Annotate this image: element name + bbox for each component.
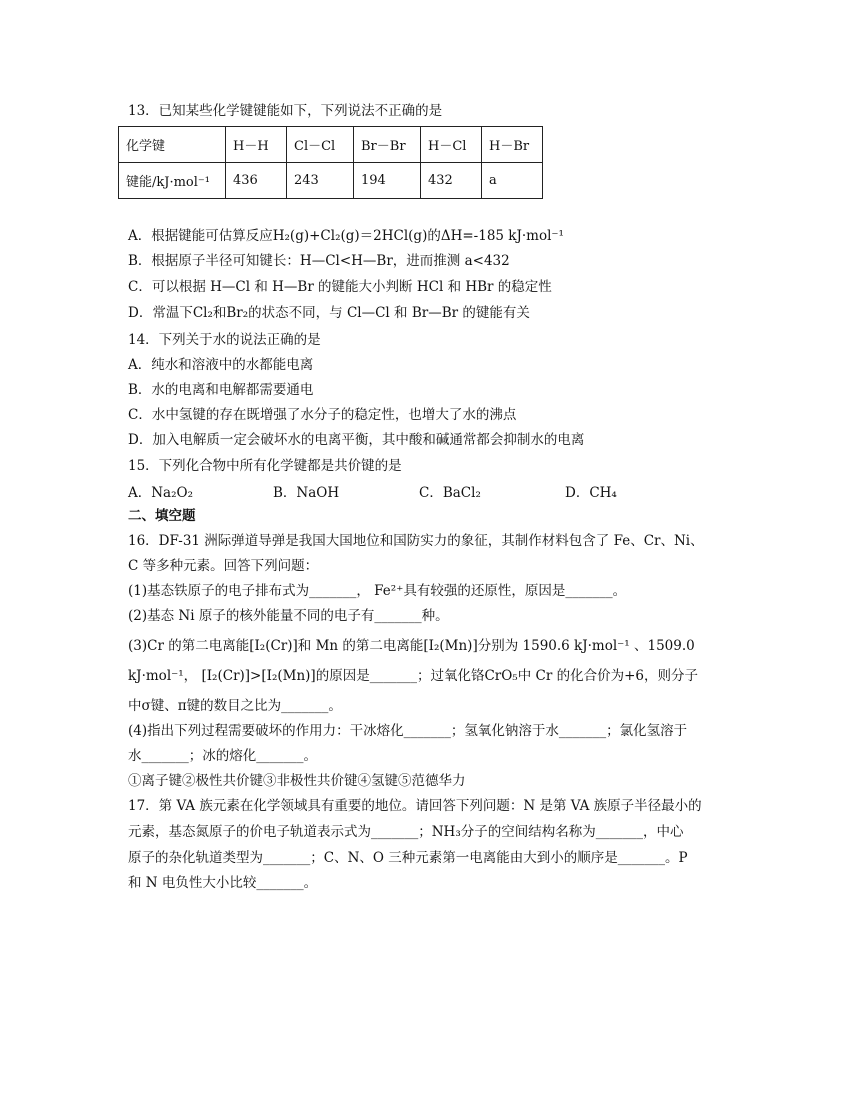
q14-option-c: C．水中氢键的存在既增强了水分子的稳定性，也增大了水的沸点 (128, 407, 517, 423)
q16-line-4: (2)基态 Ni 原子的核外能量不同的电子有_______种。 (128, 608, 449, 624)
bond-energy-table (118, 126, 543, 199)
table-cell: H－H (226, 127, 287, 163)
q16-line-5: (3)Cr 的第二电离能[I₂(Cr)]和 Mn 的第二电离能[I₂(Mn)]分别为 1590.6 kJ·mol⁻¹ 、1509.0 (128, 638, 695, 654)
q13-option-c: C．可以根据 H—Cl 和 H—Br 的键能大小判断 HCl 和 HBr 的稳定性 (128, 279, 552, 295)
q15-option-c: C．BaCl₂ (419, 485, 481, 501)
q16-line-6: kJ·mol⁻¹， [I₂(Cr)]>[I₂(Mn)]的原因是_______；过氧化铬CrO₅中 Cr 的化合价为+6，则分子 (128, 668, 698, 684)
table-cell: 键能/kJ·mol⁻¹ (119, 163, 226, 199)
q14-stem: 14．下列关于水的说法正确的是 (128, 332, 321, 348)
q15-option-d: D．CH₄ (565, 485, 617, 501)
q15-option-a: A．Na₂O₂ (128, 485, 194, 501)
q17-line-1: 17．第 VA 族元素在化学领域具有重要的地位。请回答下列问题：N 是第 VA 族原子半径最小的 (128, 798, 702, 814)
q14-option-a: A．纯水和溶液中的水都能电离 (128, 357, 314, 373)
table-cell: 436 (226, 163, 287, 199)
q16-line-10: ①离子键②极性共价键③非极性共价键④氢键⑤范德华力 (128, 773, 466, 789)
q15-option-b: B．NaOH (273, 485, 340, 501)
q13-option-a: A．根据键能可估算反应H₂(g)+Cl₂(g)＝2HCl(g)的ΔH=-185 kJ·mol⁻¹ (128, 228, 564, 244)
q13-stem: 13．已知某些化学键键能如下，下列说法不正确的是 (128, 103, 443, 119)
q16-line-8: (4)指出下列过程需要破坏的作用力：干冰熔化_______；氢氧化钠溶于水_______；氯化氢溶于 (128, 723, 688, 739)
table-cell: a (482, 163, 543, 199)
table-cell: 化学键 (119, 127, 226, 163)
q17-line-2: 元素，基态氮原子的价电子轨道表示式为_______；NH₃分子的空间结构名称为_______，中心 (128, 824, 684, 840)
table-header-row (119, 127, 543, 163)
q13-option-b: B．根据原子半径可知键长：H—Cl<H—Br，进而推测 a<432 (128, 253, 510, 269)
table-cell: 432 (421, 163, 482, 199)
table-cell: 243 (287, 163, 354, 199)
table-cell: Cl－Cl (287, 127, 354, 163)
table-cell: H－Cl (421, 127, 482, 163)
table-cell: H－Br (482, 127, 543, 163)
section-heading: 二、填空题 (128, 508, 196, 524)
q16-line-9: 水_______；冰的熔化_______。 (128, 748, 317, 764)
q16-line-7: 中σ键、π键的数目之比为_______。 (128, 698, 342, 714)
table-cell: 194 (354, 163, 421, 199)
q16-line-3: (1)基态铁原子的电子排布式为_______， Fe²⁺具有较强的还原性，原因是_______。 (128, 583, 627, 599)
q16-line-1: 16．DF-31 洲际弹道导弹是我国大国地位和国防实力的象征，其制作材料包含了 Fe、Cr、Ni、 (128, 533, 704, 549)
table-row (119, 163, 543, 199)
q14-option-b: B．水的电离和电解都需要通电 (128, 382, 314, 398)
q13-option-d: D．常温下Cl₂和Br₂的状态不同，与 Cl—Cl 和 Br—Br 的键能有关 (128, 305, 530, 321)
q15-stem: 15．下列化合物中所有化学键都是共价键的是 (128, 458, 402, 474)
q16-line-2: C 等多种元素。回答下列问题： (128, 558, 319, 574)
q14-option-d: D．加入电解质一定会破坏水的电离平衡，其中酸和碱通常都会抑制水的电离 (128, 432, 585, 448)
q17-line-3: 原子的杂化轨道类型为_______；C、N、O 三种元素第一电离能由大到小的顺序是_______。P (128, 850, 688, 866)
q17-line-4: 和 N 电负性大小比较_______。 (128, 875, 318, 891)
table-cell: Br－Br (354, 127, 421, 163)
